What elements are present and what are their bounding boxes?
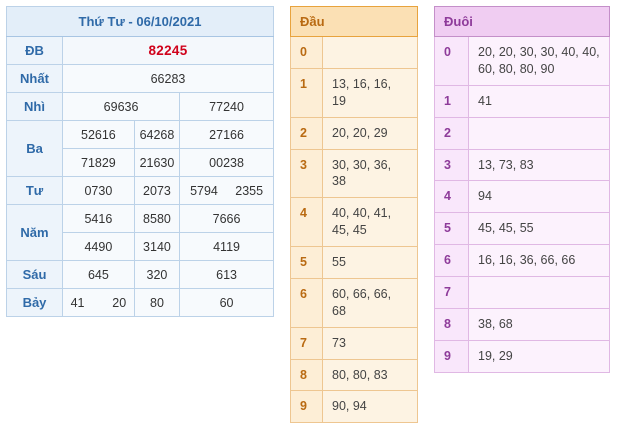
dau-key-5: 5 [291, 247, 323, 279]
duoi-values-3: 13, 73, 83 [469, 149, 610, 181]
main-results-body [7, 37, 274, 317]
dau-row-9 [291, 391, 418, 423]
duoi-values-1: 41 [469, 85, 610, 117]
dau-table [290, 6, 418, 423]
dau-values-0 [323, 37, 418, 69]
duoi-key-2: 2 [435, 117, 469, 149]
duoi-key-4: 4 [435, 181, 469, 213]
table-row-bay [7, 289, 274, 317]
duoi-row-1 [435, 85, 610, 117]
duoi-row-7 [435, 277, 610, 309]
duoi-key-9: 9 [435, 340, 469, 372]
prize-value-bay-2: 20 [112, 295, 127, 310]
prize-value-tu-2: 2073 [134, 177, 179, 205]
prize-value-nhat-1: 66283 [63, 65, 274, 93]
dau-values-5: 55 [323, 247, 418, 279]
duoi-key-6: 6 [435, 245, 469, 277]
duoi-table-container [434, 6, 610, 373]
duoi-values-6: 16, 16, 36, 66, 66 [469, 245, 610, 277]
dau-key-1: 1 [291, 68, 323, 117]
main-results-table [6, 6, 274, 317]
prize-value-bay-4: 60 [180, 289, 274, 317]
prize-value-tu-3: 5794 [190, 183, 218, 198]
dau-row-5 [291, 247, 418, 279]
prize-value-sau-1: 645 [63, 261, 135, 289]
prize-value-ba-4: 71829 [63, 149, 135, 177]
dau-row-1 [291, 68, 418, 117]
prize-value-tu-1: 0730 [63, 177, 135, 205]
dau-key-2: 2 [291, 117, 323, 149]
dau-values-4: 40, 40, 41, 45, 45 [323, 198, 418, 247]
duoi-key-3: 3 [435, 149, 469, 181]
duoi-row-2 [435, 117, 610, 149]
dau-values-1: 13, 16, 16, 19 [323, 68, 418, 117]
row-label-tu: Tư [7, 177, 63, 205]
duoi-values-7 [469, 277, 610, 309]
dau-key-4: 4 [291, 198, 323, 247]
duoi-header: Đuôi [435, 7, 610, 37]
table-row-tu [7, 177, 274, 205]
dau-key-9: 9 [291, 391, 323, 423]
duoi-key-5: 5 [435, 213, 469, 245]
prize-value-sau-3: 613 [180, 261, 274, 289]
prize-value-nam-2: 8580 [134, 205, 179, 233]
row-label-bay: Bảy [7, 289, 63, 317]
dau-header: Đầu [291, 7, 418, 37]
duoi-row-4 [435, 181, 610, 213]
dau-values-2: 20, 20, 29 [323, 117, 418, 149]
prize-value-bay-3: 80 [134, 289, 179, 317]
duoi-row-0 [435, 37, 610, 86]
dau-values-8: 80, 80, 83 [323, 359, 418, 391]
prize-value-bay-1-2 [63, 289, 135, 317]
row-label-nam: Năm [7, 205, 63, 261]
dau-key-7: 7 [291, 327, 323, 359]
dau-key-3: 3 [291, 149, 323, 198]
dau-values-7: 73 [323, 327, 418, 359]
row-label-nhat: Nhất [7, 65, 63, 93]
duoi-body [435, 37, 610, 373]
prize-value-nhi-2: 77240 [180, 93, 274, 121]
table-row-ba-1 [7, 121, 274, 149]
duoi-key-1: 1 [435, 85, 469, 117]
prize-value-ba-1: 52616 [63, 121, 135, 149]
dau-row-6 [291, 278, 418, 327]
dau-values-6: 60, 66, 66, 68 [323, 278, 418, 327]
table-row-sau [7, 261, 274, 289]
duoi-values-5: 45, 45, 55 [469, 213, 610, 245]
prize-value-nhi-1: 69636 [63, 93, 180, 121]
duoi-table [434, 6, 610, 373]
table-row-db [7, 37, 274, 65]
prize-value-tu-4: 2355 [235, 183, 264, 198]
table-header-row [7, 7, 274, 37]
duoi-key-8: 8 [435, 308, 469, 340]
row-label-ba: Ba [7, 121, 63, 177]
dau-values-3: 30, 30, 36, 38 [323, 149, 418, 198]
table-row-nam-1 [7, 205, 274, 233]
prize-value-sau-2: 320 [134, 261, 179, 289]
dau-key-6: 6 [291, 278, 323, 327]
duoi-row-8 [435, 308, 610, 340]
duoi-key-0: 0 [435, 37, 469, 86]
row-label-sau: Sáu [7, 261, 63, 289]
duoi-header-row [435, 7, 610, 37]
duoi-row-5 [435, 213, 610, 245]
prize-value-ba-5: 21630 [134, 149, 179, 177]
dau-key-8: 8 [291, 359, 323, 391]
dau-row-3 [291, 149, 418, 198]
row-label-db: ĐB [7, 37, 63, 65]
prize-value-bay-1: 41 [70, 295, 85, 310]
prize-value-ba-3: 27166 [180, 121, 274, 149]
prize-value-nam-3: 7666 [180, 205, 274, 233]
duoi-row-3 [435, 149, 610, 181]
dau-table-container [290, 6, 418, 423]
duoi-values-4: 94 [469, 181, 610, 213]
prize-value-nam-5: 3140 [134, 233, 179, 261]
main-results-table-container [6, 6, 274, 317]
prize-value-ba-2: 64268 [134, 121, 179, 149]
prize-value-tu-3-4 [180, 177, 274, 205]
table-row-nhat [7, 65, 274, 93]
prize-value-db: 82245 [63, 37, 274, 65]
row-label-nhi: Nhì [7, 93, 63, 121]
prize-value-ba-6: 00238 [180, 149, 274, 177]
results-date-header: Thứ Tư - 06/10/2021 [7, 7, 274, 37]
prize-value-nam-4: 4490 [63, 233, 135, 261]
duoi-row-9 [435, 340, 610, 372]
duoi-values-2 [469, 117, 610, 149]
dau-row-0 [291, 37, 418, 69]
dau-row-8 [291, 359, 418, 391]
prize-value-nam-1: 5416 [63, 205, 135, 233]
duoi-values-8: 38, 68 [469, 308, 610, 340]
dau-values-9: 90, 94 [323, 391, 418, 423]
dau-body [291, 37, 418, 423]
duoi-row-6 [435, 245, 610, 277]
duoi-values-9: 19, 29 [469, 340, 610, 372]
dau-key-0: 0 [291, 37, 323, 69]
prize-value-nam-6: 4119 [180, 233, 274, 261]
dau-row-2 [291, 117, 418, 149]
dau-row-4 [291, 198, 418, 247]
table-row-nhi [7, 93, 274, 121]
duoi-key-7: 7 [435, 277, 469, 309]
dau-row-7 [291, 327, 418, 359]
dau-header-row [291, 7, 418, 37]
duoi-values-0: 20, 20, 30, 30, 40, 40, 60, 80, 80, 90 [469, 37, 610, 86]
